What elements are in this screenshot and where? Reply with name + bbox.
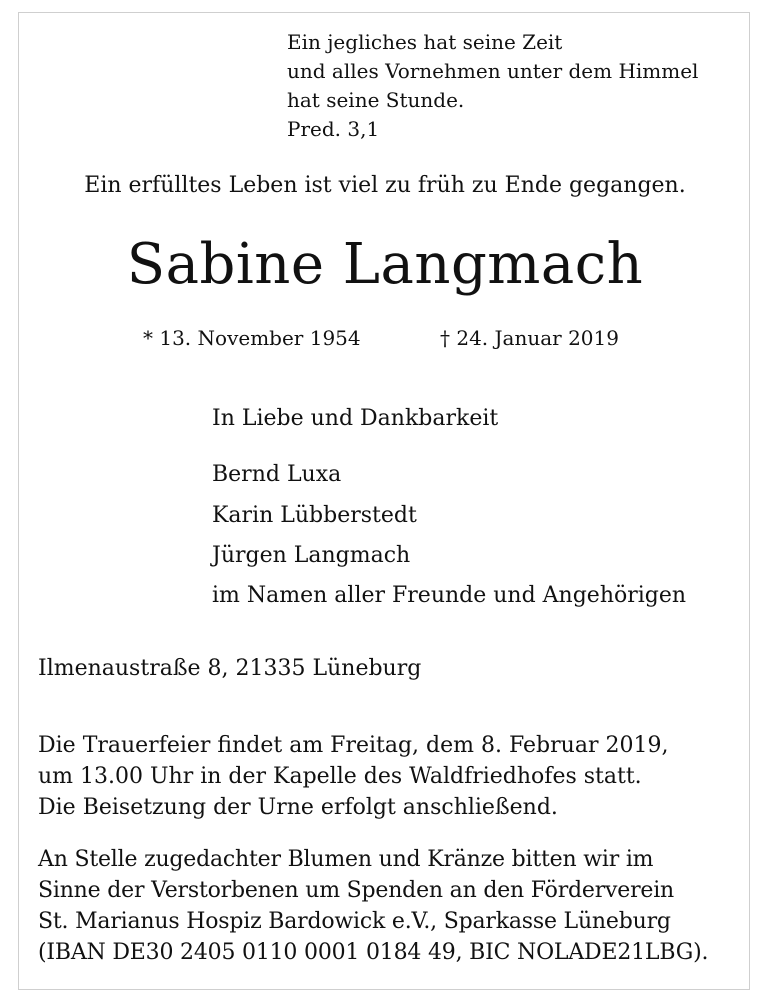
ceremony-line: Die Beisetzung der Urne erfolgt anschließend. — [38, 795, 558, 820]
dedication-line: In Liebe und Dankbarkeit — [212, 406, 499, 431]
bible-verse-line: und alles Vornehmen unter dem Himmel — [287, 59, 699, 83]
death-date: † 24. Januar 2019 — [440, 326, 619, 350]
ceremony-line: um 13.00 Uhr in der Kapelle des Waldfriedhofes statt. — [38, 764, 642, 789]
donation-line: Sinne der Verstorbenen um Spenden an den Förderverein — [38, 878, 675, 903]
deceased-name: Sabine Langmach — [126, 232, 644, 297]
intro-statement: Ein erfülltes Leben ist viel zu früh zu Ende gegangen. — [84, 173, 686, 198]
bible-verse-reference: Pred. 3,1 — [287, 117, 380, 141]
bible-verse-line: hat seine Stunde. — [287, 88, 465, 112]
birth-date: * 13. November 1954 — [143, 326, 361, 350]
mourner-group: im Namen aller Freunde und Angehörigen — [212, 583, 687, 608]
donation-line: An Stelle zugedachter Blumen und Kränze bitten wir im — [38, 847, 654, 872]
mourner-name: Bernd Luxa — [212, 462, 342, 487]
donation-line: St. Marianus Hospiz Bardowick e.V., Sparkasse Lüneburg — [38, 909, 671, 934]
bible-verse-line: Ein jegliches hat seine Zeit — [287, 30, 563, 54]
mourner-name: Karin Lübberstedt — [212, 503, 417, 528]
address: Ilmenaustraße 8, 21335 Lüneburg — [38, 656, 422, 681]
notice-border — [18, 12, 750, 990]
ceremony-line: Die Trauerfeier findet am Freitag, dem 8. Februar 2019, — [38, 733, 669, 758]
donation-line: (IBAN DE30 2405 0110 0001 0184 49, BIC NOLADE21LBG). — [38, 940, 709, 965]
mourner-name: Jürgen Langmach — [212, 543, 411, 568]
